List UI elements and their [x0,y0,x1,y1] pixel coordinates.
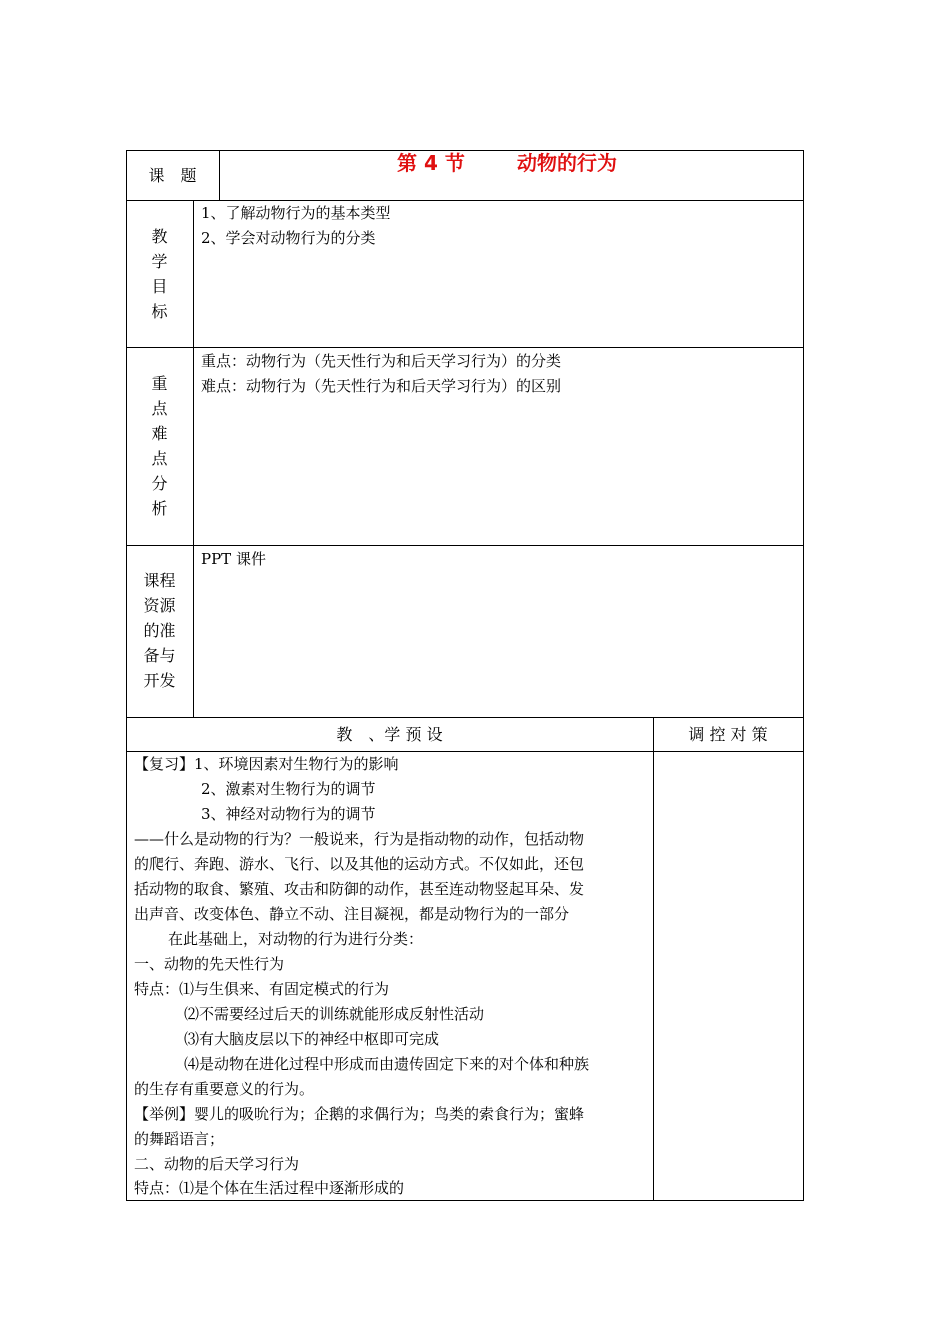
grid-line [653,717,654,1200]
resources-label-line: 备与 [143,646,176,665]
plan-line: 【举例】婴儿的吸吮行为；企鹅的求偶行为；鸟类的索食行为；蜜蜂 [134,1105,585,1123]
plan-line: 2、激素对生物行为的调节 [201,780,376,798]
section-number: 第 4 节 [397,151,465,175]
plan-line: 括动物的取食、繁殖、攻击和防御的动作，甚至连动物竖起耳朵、发 [134,880,585,898]
plan-line: 【复习】1、环境因素对生物行为的影响 [134,755,399,773]
goals-label-char: 标 [151,302,168,321]
key-points-label [126,371,193,521]
plan-line: 出声音、改变体色、静立不动、注目凝视，都是动物行为的一部分 [134,905,570,923]
goals-label-char: 目 [151,277,168,296]
grid-line [126,347,804,348]
plan-line: 特点：⑴与生俱来、有固定模式的行为 [134,980,390,998]
resources-label [126,568,193,693]
plan-line: 3、神经对动物行为的调节 [201,805,376,823]
resources-label-line: 课程 [143,571,176,590]
key-points-label-char: 分 [151,474,168,493]
plan-line: ⑵不需要经过后天的训练就能形成反射性活动 [184,1005,485,1023]
goals-label [126,224,193,324]
plan-header-left: 教 、学 预 设 [336,725,443,744]
plan-line: 的生存有重要意义的行为。 [134,1080,315,1098]
key-points-label-char: 析 [151,499,168,518]
key-points-label-char: 难 [151,424,168,443]
plan-line: ⑷是动物在进化过程中形成而由遗传固定下来的对个体和种族 [184,1055,590,1073]
plan-header-right: 调 控 对 策 [688,725,768,744]
grid-line [219,150,220,200]
key-point-item: 重点：动物行为（先天性行为和后天学习行为）的分类 [201,352,562,370]
key-points-label-char: 点 [151,399,168,418]
page-title: 动物的行为 [517,151,617,175]
goal-item: 2、学会对动物行为的分类 [201,229,376,247]
grid-line [126,545,804,546]
key-points-label-char: 重 [151,374,168,393]
plan-line: 二、动物的后天学习行为 [134,1155,300,1173]
plan-line: 在此基础上，对动物的行为进行分类： [168,930,424,948]
topic-label: 课 题 [148,166,197,185]
resources-content: PPT 课件 [201,550,266,568]
grid-line [126,717,804,718]
goal-item: 1、了解动物行为的基本类型 [201,204,391,222]
key-point-item: 难点：动物行为（先天性行为和后天学习行为）的区别 [201,377,562,395]
resources-label-line: 资源 [143,596,176,615]
goals-label-char: 学 [151,252,168,271]
grid-line [803,150,804,1201]
plan-line: 的舞蹈语言； [134,1130,225,1148]
grid-line [193,200,194,717]
plan-line: 的爬行、奔跑、游水、飞行、以及其他的运动方式。不仅如此，还包 [134,855,585,873]
plan-line: 一、动物的先天性行为 [134,955,285,973]
plan-line: ⑶有大脑皮层以下的神经中枢即可完成 [184,1030,440,1048]
plan-line: 特点：⑴是个体在生活过程中逐渐形成的 [134,1179,405,1197]
key-points-label-char: 点 [151,449,168,468]
grid-line [126,150,804,151]
goals-label-char: 教 [151,227,168,246]
plan-line: ——什么是动物的行为？一般说来，行为是指动物的动作，包括动物 [134,830,585,848]
resources-label-line: 开发 [143,671,176,690]
resources-label-line: 的准 [143,621,176,640]
